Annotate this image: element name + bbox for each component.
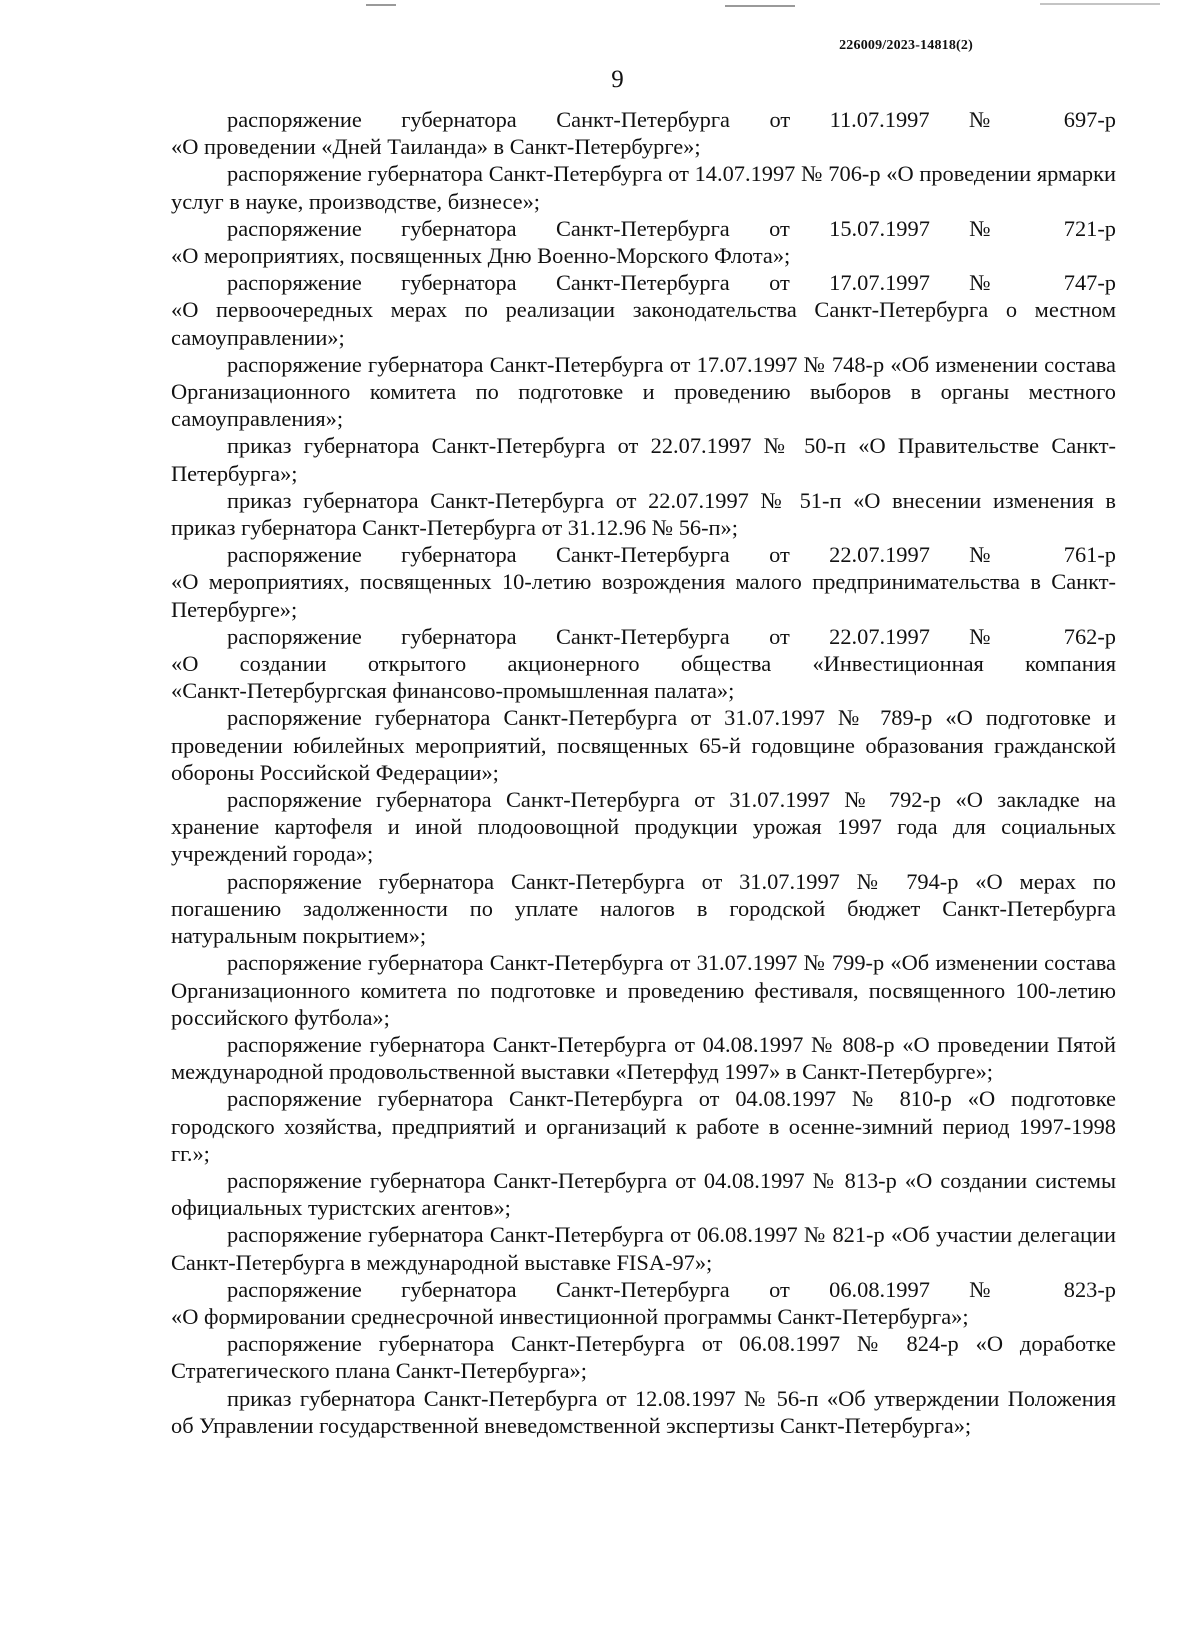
list-item-continuation: «О проведении «Дней Таиланда» в Санкт-Петербурге»; xyxy=(171,134,701,160)
document-body xyxy=(171,106,1116,1439)
list-item xyxy=(171,623,1116,705)
document-registration-number: 226009/2023-14818(2) xyxy=(839,38,973,53)
list-item: распоряжение губернатора Санкт-Петербурга от 31.07.1997 № 792-р «О закладке на хранение картофеля и иной плодоовощной продукции урожая 1997 года для социальных учреждений города»; xyxy=(171,787,1116,867)
list-item xyxy=(171,1276,1116,1330)
list-item: распоряжение губернатора Санкт-Петербурга от 31.07.1997 № 794-р «О мерах по погашению задолженности по уплате налогов в городской бюджет Санкт-Петербурга натуральным покрытием»; xyxy=(171,868,1116,949)
list-item: распоряжение губернатора Санкт-Петербурга от 17.07.1997 № 748-р «Об изменении состава Организационного комитета по подготовке и проведению выборов в органы местного самоуправления»; xyxy=(171,351,1116,432)
list-item-first-line: распоряжение губернатора Санкт-Петербурга от 22.07.1997 № 761-р xyxy=(227,542,1116,568)
list-item xyxy=(171,215,1116,269)
list-item: распоряжение губернатора Санкт-Петербурга от 31.07.1997 № 799-р «Об изменении состава Организационного комитета по подготовке и проведению фестиваля, посвященного 100-летию российского футбола»; xyxy=(171,950,1116,1030)
scan-artifact-left xyxy=(366,4,396,6)
list-item-continuation: «Санкт-Петербургская финансово-промышленная палата»; xyxy=(171,678,735,704)
list-item-continuation: «О мероприятиях, посвященных 10-летию возрождения малого предпринимательства в Санкт-Петербурге»; xyxy=(171,569,1116,622)
list-item xyxy=(171,269,1116,351)
list-item-continuation: «О первоочередных мерах по реализации законодательства Санкт-Петербурга о местном самоуправлении»; xyxy=(171,297,1116,350)
list-item: распоряжение губернатора Санкт-Петербурга от 06.08.1997 № 824-р «О доработке Стратегического плана Санкт-Петербурга»; xyxy=(171,1331,1116,1384)
list-item xyxy=(171,106,1116,160)
list-item: распоряжение губернатора Санкт-Петербурга от 14.07.1997 № 706-р «О проведении ярмарки услуг в науке, производстве, бизнесе»; xyxy=(171,161,1116,214)
scan-artifact-center xyxy=(725,5,795,7)
list-item-first-line: распоряжение губернатора Санкт-Петербурга от 17.07.1997 № 747-р xyxy=(227,270,1116,296)
list-item-second-line: «О создании открытого акционерного общества «Инвестиционная компания xyxy=(171,651,1116,677)
list-item: распоряжение губернатора Санкт-Петербурга от 04.08.1997 № 808-р «О проведении Пятой международной продовольственной выставки «Петерфуд 1997» в Санкт-Петербурге»; xyxy=(171,1031,1116,1085)
list-item: распоряжение губернатора Санкт-Петербурга от 06.08.1997 № 821-р «Об участии делегации Санкт-Петербурга в международной выставке FISA-97»; xyxy=(171,1222,1116,1275)
list-item-first-line: распоряжение губернатора Санкт-Петербурга от 06.08.1997 № 823-р xyxy=(227,1276,1116,1302)
list-item-continuation: «О мероприятиях, посвященных Дню Военно-Морского Флота»; xyxy=(171,243,791,269)
list-item-first-line: распоряжение губернатора Санкт-Петербурга от 11.07.1997 № 697-р xyxy=(227,107,1116,132)
list-item: распоряжение губернатора Санкт-Петербурга от 04.08.1997 № 813-р «О создании системы официальных туристских агентов»; xyxy=(171,1167,1116,1221)
list-item: приказ губернатора Санкт-Петербурга от 22.07.1997 № 50-п «О Правительстве Санкт-Петербурга»; xyxy=(171,433,1116,486)
list-item: распоряжение губернатора Санкт-Петербурга от 04.08.1997 № 810-р «О подготовке городского хозяйства, предприятий и организаций к работе в осенне-зимний период 1997-1998 гг.»; xyxy=(171,1086,1116,1166)
list-item: приказ губернатора Санкт-Петербурга от 12.08.1997 № 56-п «Об утверждении Положения об Управлении государственной вневедомственной экспертизы Санкт-Петербурга»; xyxy=(171,1385,1116,1438)
page-number: 9 xyxy=(611,66,624,93)
list-item: распоряжение губернатора Санкт-Петербурга от 31.07.1997 № 789-р «О подготовке и проведении юбилейных мероприятий, посвященных 65-й годовщине образования гражданской обороны Российской Федерации»; xyxy=(171,705,1116,785)
scan-artifact-right xyxy=(1040,3,1160,5)
list-item: приказ губернатора Санкт-Петербурга от 22.07.1997 № 51-п «О внесении изменения в приказ губернатора Санкт-Петербурга от 31.12.96 № 56-п»; xyxy=(171,487,1116,541)
list-item-first-line: распоряжение губернатора Санкт-Петербурга от 22.07.1997 № 762-р xyxy=(227,623,1116,649)
list-item xyxy=(171,541,1116,623)
list-item-continuation: «О формировании среднесрочной инвестиционной программы Санкт-Петербурга»; xyxy=(171,1303,969,1329)
list-item-first-line: распоряжение губернатора Санкт-Петербурга от 15.07.1997 № 721-р xyxy=(227,215,1116,241)
